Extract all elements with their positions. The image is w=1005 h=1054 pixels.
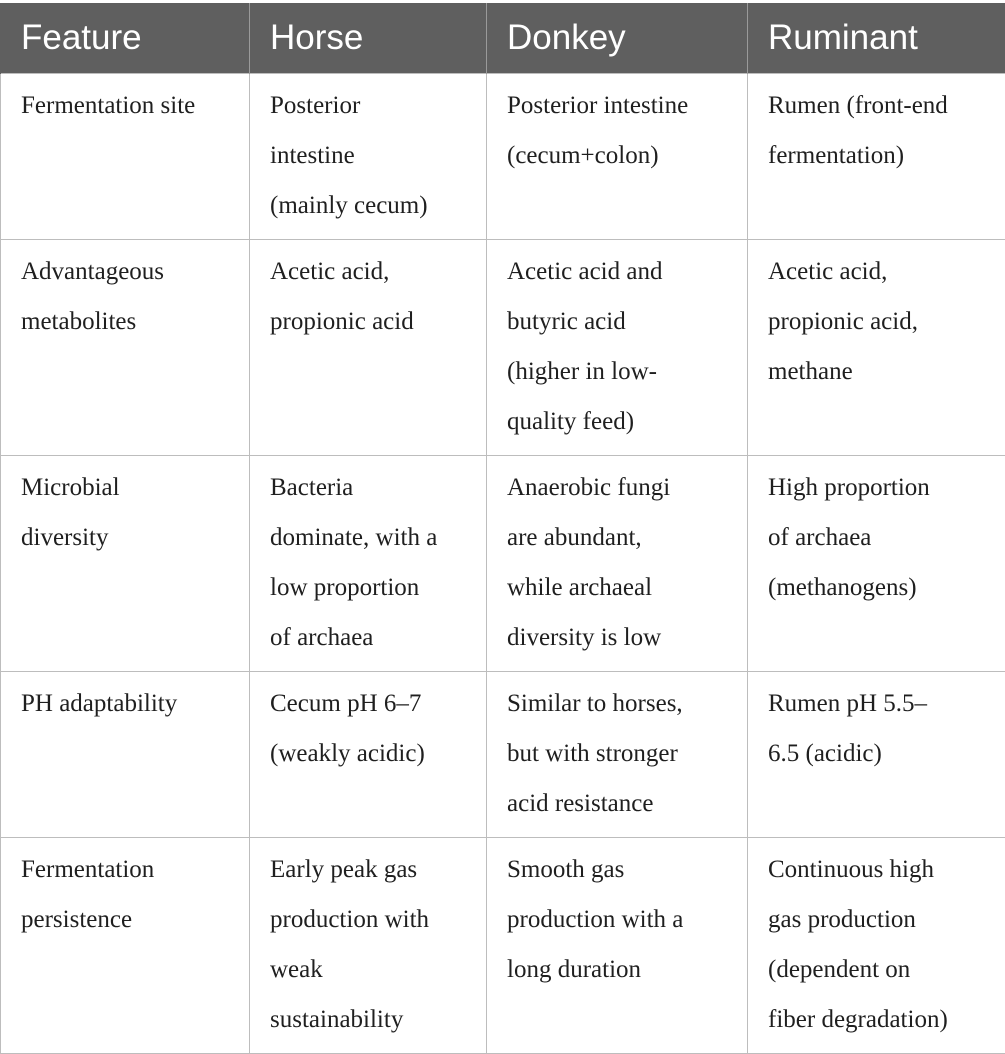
cell-line: PH adaptability — [21, 679, 239, 729]
cell-feature — [1, 74, 250, 240]
cell-line: (cecum+colon) — [507, 131, 737, 181]
cell-line: (methanogens) — [768, 563, 995, 613]
cell-line: diversity — [21, 513, 239, 563]
header-feature: Feature — [1, 3, 250, 74]
table-header — [1, 3, 1005, 74]
cell-line: weak — [270, 945, 476, 995]
cell-line: Bacteria — [270, 463, 476, 513]
cell-donkey — [487, 456, 748, 672]
header-donkey: Donkey — [487, 3, 748, 74]
cell-horse — [250, 240, 487, 456]
cell-line: of archaea — [768, 513, 995, 563]
cell-line: Microbial — [21, 463, 239, 513]
cell-line: acid resistance — [507, 779, 737, 829]
cell-line: Continuous high — [768, 845, 995, 895]
cell-line: (mainly cecum) — [270, 181, 476, 231]
cell-line: methane — [768, 347, 995, 397]
header-row — [1, 3, 1005, 74]
cell-line: intestine — [270, 131, 476, 181]
cell-feature — [1, 672, 250, 838]
cell-line: but with stronger — [507, 729, 737, 779]
cell-line: Fermentation — [21, 845, 239, 895]
cell-line: Smooth gas — [507, 845, 737, 895]
cell-line: butyric acid — [507, 297, 737, 347]
comparison-table — [0, 3, 1005, 1054]
cell-line: are abundant, — [507, 513, 737, 563]
cell-donkey — [487, 74, 748, 240]
table-body — [1, 74, 1005, 1054]
table-row — [1, 74, 1005, 240]
cell-horse — [250, 456, 487, 672]
cell-line: (dependent on — [768, 945, 995, 995]
cell-line: Rumen pH 5.5– — [768, 679, 995, 729]
cell-line: fiber degradation) — [768, 995, 995, 1045]
cell-feature — [1, 240, 250, 456]
cell-line: of archaea — [270, 613, 476, 663]
cell-line: sustainability — [270, 995, 476, 1045]
cell-line: Fermentation site — [21, 81, 239, 131]
cell-line: while archaeal — [507, 563, 737, 613]
cell-line: Posterior — [270, 81, 476, 131]
cell-horse — [250, 838, 487, 1054]
cell-line: Advantageous — [21, 247, 239, 297]
cell-line: gas production — [768, 895, 995, 945]
cell-line: long duration — [507, 945, 737, 995]
table-row — [1, 240, 1005, 456]
cell-line: Acetic acid and — [507, 247, 737, 297]
cell-line: metabolites — [21, 297, 239, 347]
cell-line: Early peak gas — [270, 845, 476, 895]
cell-line: diversity is low — [507, 613, 737, 663]
cell-line: fermentation) — [768, 131, 995, 181]
cell-line: High proportion — [768, 463, 995, 513]
cell-line: persistence — [21, 895, 239, 945]
cell-horse — [250, 74, 487, 240]
cell-feature — [1, 456, 250, 672]
cell-line: 6.5 (acidic) — [768, 729, 995, 779]
header-horse: Horse — [250, 3, 487, 74]
cell-line: Anaerobic fungi — [507, 463, 737, 513]
cell-line: propionic acid, — [768, 297, 995, 347]
header-ruminant: Ruminant — [748, 3, 1005, 74]
cell-ruminant — [748, 74, 1005, 240]
table-row — [1, 838, 1005, 1054]
cell-horse — [250, 672, 487, 838]
cell-line: production with a — [507, 895, 737, 945]
table-row — [1, 672, 1005, 838]
cell-ruminant — [748, 672, 1005, 838]
cell-line: (weakly acidic) — [270, 729, 476, 779]
cell-line: dominate, with a — [270, 513, 476, 563]
cell-donkey — [487, 838, 748, 1054]
cell-line: Rumen (front-end — [768, 81, 995, 131]
cell-ruminant — [748, 240, 1005, 456]
cell-line: low proportion — [270, 563, 476, 613]
cell-line: Similar to horses, — [507, 679, 737, 729]
cell-line: Acetic acid, — [270, 247, 476, 297]
cell-line: production with — [270, 895, 476, 945]
cell-line: propionic acid — [270, 297, 476, 347]
table-row — [1, 456, 1005, 672]
cell-line: Posterior intestine — [507, 81, 737, 131]
cell-feature — [1, 838, 250, 1054]
cell-line: (higher in low- — [507, 347, 737, 397]
cell-donkey — [487, 240, 748, 456]
cell-line: quality feed) — [507, 397, 737, 447]
cell-ruminant — [748, 456, 1005, 672]
cell-line: Acetic acid, — [768, 247, 995, 297]
cell-line: Cecum pH 6–7 — [270, 679, 476, 729]
cell-donkey — [487, 672, 748, 838]
cell-ruminant — [748, 838, 1005, 1054]
